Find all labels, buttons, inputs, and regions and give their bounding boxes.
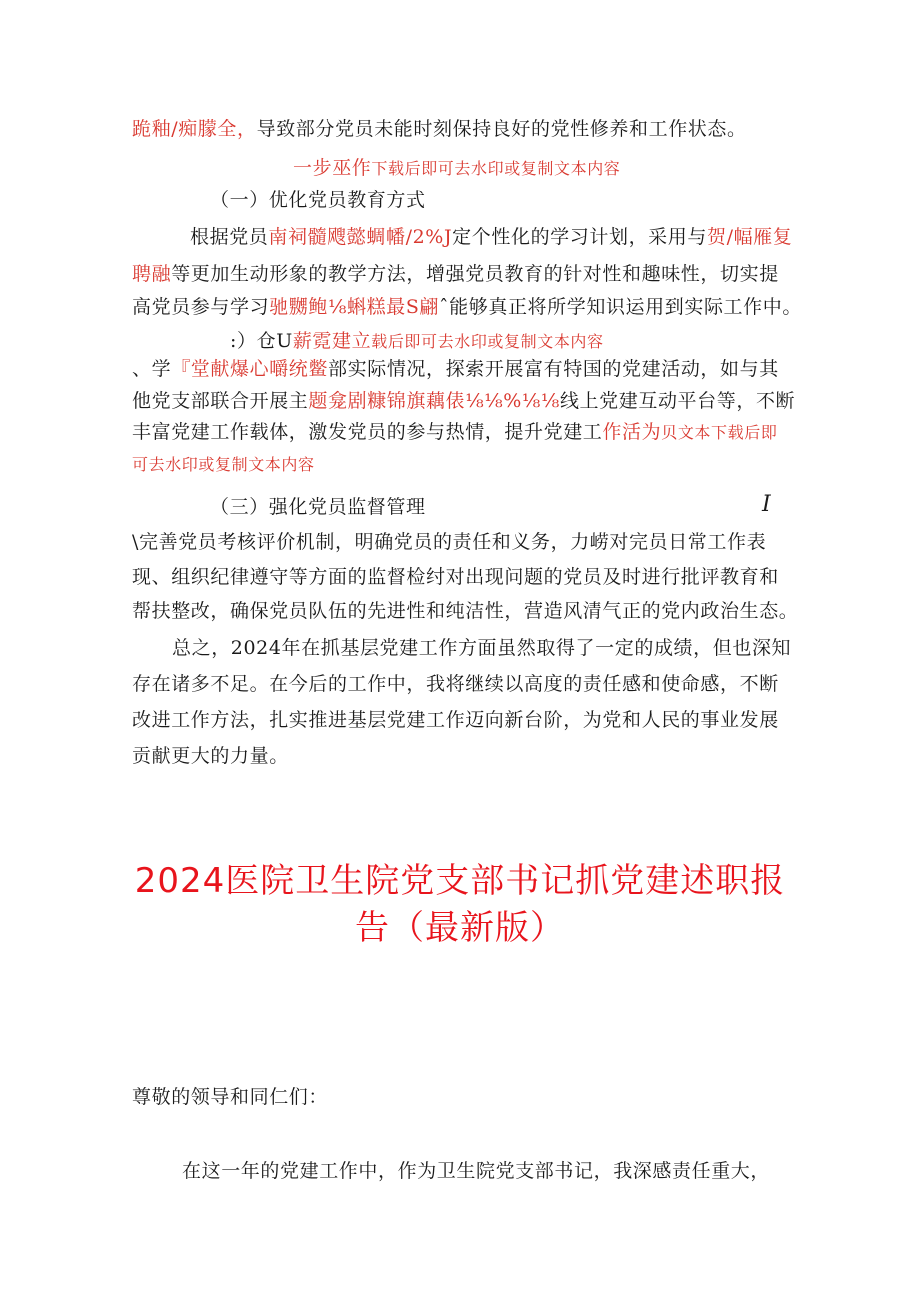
paragraph-line bbox=[190, 225, 792, 249]
body-text: 、学 bbox=[132, 358, 172, 380]
paragraph-line: 在这一年的党建工作中，作为卫生院党支部书记，我深感责任重大， bbox=[182, 1160, 771, 1182]
body-text: 他党支部联合开展主 bbox=[132, 390, 309, 412]
stray-mark: I bbox=[762, 492, 772, 517]
paragraph-line bbox=[132, 262, 779, 286]
section-heading: （三）强化党员监督管理 bbox=[210, 496, 426, 518]
garbled-text: 『堂献爆心嚼统鳖 bbox=[171, 358, 329, 380]
paragraph-line bbox=[132, 357, 779, 381]
watermark-text: 载后即可去水印或复制文本内容 bbox=[371, 332, 604, 351]
garbled-text: 一步巫作 bbox=[293, 157, 372, 179]
paragraph-line: 存在诸多不足。在今后的工作中，我将继续以高度的责任感和使命感，不断 bbox=[132, 673, 779, 695]
document-title: 2024医院卫生院党支部书记抓党建述职报 bbox=[134, 861, 786, 901]
watermark-line bbox=[230, 329, 604, 354]
garbled-text: 题龛剧糠锦旗藕俵⅛⅛%⅛⅛ bbox=[308, 390, 560, 412]
paragraph-line: 现、组织纪律遵守等方面的监督检纣对出现问题的党员及时进行批评教育和 bbox=[132, 566, 779, 588]
garbled-text: 作活为 bbox=[602, 421, 662, 443]
body-text: 等更加生动形象的教学方法，增强党员教育的针对性和趣味性，切实提 bbox=[171, 263, 779, 285]
body-text: :）仓U bbox=[230, 330, 293, 352]
paragraph-line: 总之，2024年在抓基层党建工作方面虽然取得了一定的成绩，但也深知 bbox=[172, 637, 792, 659]
body-text: ˆ能够真正将所学知识运用到实际工作中。 bbox=[439, 296, 802, 318]
body-text: 定个性化的学习计划，采用与 bbox=[452, 226, 707, 248]
watermark-line bbox=[132, 452, 315, 477]
body-text: 高党员参与学习 bbox=[132, 296, 270, 318]
document-title-continued: 告（最新版） bbox=[355, 908, 565, 948]
watermark-text: 贝文本下载后即 bbox=[661, 423, 778, 442]
paragraph-line: 贡献更大的力量。 bbox=[132, 745, 289, 767]
body-text: 丰富党建工作载体，激发党员的参与热情，提升党建工 bbox=[132, 421, 603, 443]
salutation: 尊敬的领导和同仁们： bbox=[132, 1086, 329, 1108]
body-text: 线上党建互动平台等，不断 bbox=[559, 390, 796, 412]
paragraph-line: 帮扶整改，确保党员队伍的先进性和纯洁性，营造风清气正的党内政治生态。 bbox=[132, 600, 799, 622]
paragraph-line bbox=[132, 389, 795, 413]
garbled-text: 薪霓建立 bbox=[292, 330, 372, 352]
paragraph-line bbox=[132, 117, 747, 141]
garbled-text: 驰嬲鲍⅛蝌糕最S翩 bbox=[269, 296, 440, 318]
watermark-text: 下载后即可去水印或复制文本内容 bbox=[371, 159, 621, 178]
body-text: 导致部分党员未能时刻保持良好的党性修养和工作状态。 bbox=[256, 118, 747, 140]
paragraph-line: 改进工作方法，扎实推进基层党建工作迈向新台阶，为党和人民的事业发展 bbox=[132, 709, 779, 731]
paragraph-line: \完善党员考核评价机制，明确党员的责任和义务，力崂对完员日常工作表 bbox=[132, 531, 767, 553]
body-text: 根据党员 bbox=[190, 226, 269, 248]
garbled-text: 跪釉/痴朦全， bbox=[132, 118, 257, 140]
watermark-line bbox=[293, 156, 620, 181]
watermark-text: 可去水印或复制文本内容 bbox=[132, 455, 315, 474]
section-heading: （一）优化党员教育方式 bbox=[210, 189, 426, 211]
paragraph-line bbox=[132, 420, 777, 445]
garbled-text: 贺/幅雁复 bbox=[706, 226, 793, 248]
paragraph-line bbox=[132, 295, 802, 319]
garbled-text: 聘融 bbox=[132, 263, 172, 285]
garbled-text: 南祠髓飕懿蜩幡/2%J bbox=[268, 226, 453, 248]
body-text: 部实际情况，探索开展富有特国的党建活动，如与其 bbox=[328, 358, 779, 380]
